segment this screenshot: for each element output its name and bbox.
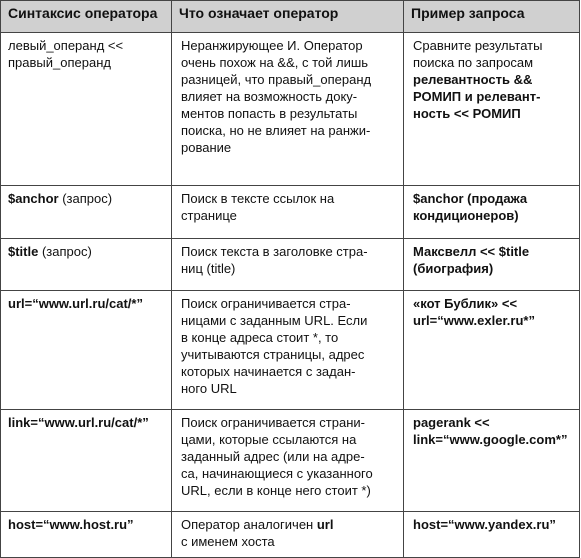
example-query-line: ность << РОМИП (413, 106, 521, 121)
example-query: host=“www.yandex.ru” (413, 517, 556, 532)
meaning-line: ного URL (181, 381, 237, 396)
syntax-arg: (запрос) (38, 244, 92, 259)
example-query-line: «кот Бублик» << (413, 296, 518, 311)
table-row (1, 239, 580, 291)
meaning-cell (172, 239, 404, 291)
syntax-cell (1, 291, 172, 410)
meaning-line: Поиск ограничивается стра- (181, 296, 351, 311)
example-query-line: РОМИП и релевант- (413, 89, 541, 104)
meaning-text: Оператор аналогичен (181, 517, 317, 532)
meaning-line: Поиск текста в заголовке стра- (181, 244, 368, 259)
meaning-line: очень похож на &&, с той лишь (181, 55, 369, 70)
example-cell (404, 186, 580, 239)
syntax-cell (1, 239, 172, 291)
example-cell (404, 410, 580, 512)
meaning-line: поиска, но не влияет на ранжи- (181, 123, 371, 138)
example-query-line: url=“www.exler.ru*” (413, 313, 535, 328)
meaning-cell (172, 410, 404, 512)
example-query-line: Максвелл << $title (413, 244, 530, 259)
meaning-line: URL, если в конце него стоит *) (181, 483, 371, 498)
table-row (1, 186, 580, 239)
example-text: Сравните результаты поиска по запросам (413, 38, 543, 70)
meaning-line: с именем хоста (181, 534, 275, 549)
syntax-operator: $title (8, 244, 39, 259)
meaning-line: са, начинающиеся с указанного (181, 466, 373, 481)
meaning-line: странице (181, 208, 237, 223)
syntax-cell (1, 186, 172, 239)
syntax-arg: (запрос) (58, 191, 113, 206)
table-row (1, 512, 580, 558)
meaning-cell (172, 512, 404, 558)
meaning-line: разницей, что правый_операнд (181, 72, 372, 87)
table-row (1, 33, 580, 186)
meaning-line: ментов попасть в результаты (181, 106, 358, 121)
meaning-line: цами, которые ссылаются на (181, 432, 357, 447)
meaning-line: Неранжирующее И. Оператор (181, 38, 363, 53)
meaning-line: Поиск ограничивается страни- (181, 415, 365, 430)
example-cell (404, 239, 580, 291)
meaning-cell (172, 186, 404, 239)
meaning-line: влияет на возможность доку- (181, 89, 358, 104)
meaning-line: ницами с заданным URL. Если (181, 313, 368, 328)
syntax-operator: $anchor (8, 191, 59, 206)
example-query-line: $anchor (продажа (413, 191, 528, 206)
example-query-line: кондиционеров) (413, 208, 519, 223)
example-query-line: link=“www.google.com*” (413, 432, 568, 447)
syntax-operator: host=“www.host.ru” (8, 517, 134, 532)
meaning-operator: url (316, 517, 334, 532)
meaning-cell (172, 291, 404, 410)
example-cell (404, 512, 580, 558)
meaning-line: в конце адреса стоит *, то (181, 330, 339, 345)
syntax-cell (1, 512, 172, 558)
meaning-line: рование (181, 140, 232, 155)
syntax-line: левый_операнд << (8, 38, 124, 53)
syntax-operator: link=“www.url.ru/cat/*” (8, 415, 149, 430)
example-query-line: (биография) (413, 261, 494, 276)
meaning-cell (172, 33, 404, 186)
header-meaning: Что означает оператор (172, 1, 404, 33)
header-syntax: Синтаксис оператора (1, 1, 172, 33)
header-row (1, 1, 580, 33)
example-query-line: pagerank << (413, 415, 490, 430)
table-row (1, 291, 580, 410)
example-cell (404, 291, 580, 410)
syntax-cell (1, 410, 172, 512)
meaning-line: которых начинается с задан- (181, 364, 356, 379)
meaning-line: Поиск в тексте ссылок на (181, 191, 335, 206)
header-example: Пример запроса (404, 1, 580, 33)
meaning-line: заданный адрес (или на адре- (181, 449, 365, 464)
example-cell (404, 33, 580, 186)
table-row (1, 410, 580, 512)
example-query-line: релевантность && (413, 72, 533, 87)
syntax-cell (1, 33, 172, 186)
syntax-operator: url=“www.url.ru/cat/*” (8, 296, 143, 311)
meaning-line: учитываются страницы, адрес (181, 347, 365, 362)
syntax-line: правый_операнд (8, 55, 111, 70)
meaning-line: ниц (title) (181, 261, 236, 276)
